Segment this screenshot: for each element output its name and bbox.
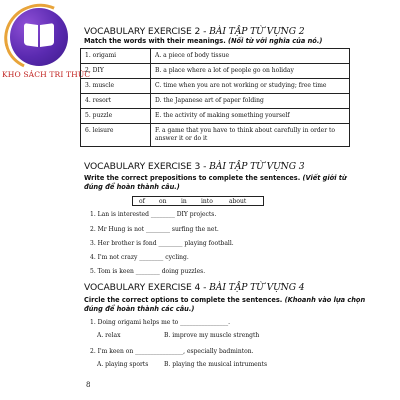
table-row: [81, 124, 350, 147]
matching-table: [80, 48, 350, 147]
preposition-word: into: [201, 198, 213, 205]
preposition-word: in: [181, 198, 187, 205]
ex3-instruction: [84, 174, 364, 192]
table-row: [81, 94, 350, 109]
preposition-word: about: [229, 198, 247, 205]
ex4-q2-option-b: B. playing the musical intruments: [164, 361, 268, 368]
table-row: [81, 79, 350, 94]
ex3-sentence-3: 3. Her brother is fond ________ playing football.: [90, 240, 234, 247]
ex2-instruction-en: Match the words with their meanings.: [84, 37, 228, 45]
ex3-title: [84, 161, 305, 172]
ex3-instruction-vi: (Viết giới từ đúng để hoàn thành câu.): [84, 174, 347, 191]
meaning-cell: D. the Japanese art of paper folding: [151, 94, 350, 109]
ex3-sentence-4: 4. I'm not crazy ________ cycling.: [90, 254, 189, 261]
ex2-instruction: [84, 37, 364, 46]
meaning-cell: B. a place where a lot of people go on holiday: [151, 64, 350, 79]
preposition-box: [132, 196, 264, 206]
word-cell: 4. resort: [81, 94, 151, 109]
ex4-title-en: VOCABULARY EXERCISE 4 -: [84, 282, 210, 293]
ex4-question-2: 2. I'm keen on ________________, especially badminton.: [90, 348, 254, 355]
ex3-sentence-1: 1. Lan is interested ________ DIY projects.: [90, 211, 217, 218]
table-row: [81, 64, 350, 79]
ex2-title-vi: BÀI TẬP TỪ VỰNG 2: [209, 26, 305, 37]
ex4-instruction: [84, 296, 366, 314]
word-cell: 3. muscle: [81, 79, 151, 94]
ex4-instruction-vi: (Khoanh vào lựa chọn đúng để hoàn thành các câu.): [84, 296, 366, 313]
meaning-cell: A. a piece of body tissue: [151, 49, 350, 64]
logo-text: KHO SÁCH TRI THỨC: [2, 70, 91, 79]
ex3-title-en: VOCABULARY EXERCISE 3 -: [84, 161, 210, 172]
ex4-q1-option-b: B. improve my muscle strength: [164, 332, 260, 339]
word-cell: 2. DIY: [81, 64, 151, 79]
ex4-instruction-en: Circle the correct options to complete the sentences.: [84, 296, 285, 304]
word-cell: 1. origami: [81, 49, 151, 64]
word-cell: 6. leisure: [81, 124, 151, 147]
page-number: 8: [86, 381, 91, 389]
meaning-cell: F. a game that you have to think about carefully in order to answer it or do it: [151, 124, 350, 147]
table-row: [81, 109, 350, 124]
book-icon: [24, 24, 54, 46]
ex3-title-vi: BÀI TẬP TỪ VỰNG 3: [209, 161, 305, 172]
ex3-instruction-en: Write the correct prepositions to complete the sentences.: [84, 174, 303, 182]
ex3-sentence-2: 2. Mr Hung is not ________ surfing the net.: [90, 226, 219, 233]
ex4-q2-option-a: A. playing sports: [97, 361, 149, 368]
ex4-q1-option-a: A. relax: [97, 332, 121, 339]
ex4-question-1: 1. Doing origami helps me to ________________.: [90, 319, 231, 326]
meaning-cell: C. time when you are not working or studying; free time: [151, 79, 350, 94]
meaning-cell: E. the activity of making something yourself: [151, 109, 350, 124]
preposition-word: of: [139, 198, 145, 205]
publisher-logo: [0, 8, 92, 88]
ex4-title: [84, 282, 305, 293]
ex2-title-en: VOCABULARY EXERCISE 2 -: [84, 26, 210, 37]
preposition-word: on: [159, 198, 167, 205]
ex2-title: [84, 26, 305, 37]
ex4-title-vi: BÀI TẬP TỪ VỰNG 4: [209, 282, 305, 293]
table-row: [81, 49, 350, 64]
ex2-instruction-vi: (Nối từ với nghĩa của nó.): [228, 37, 323, 45]
word-cell: 5. puzzle: [81, 109, 151, 124]
ex3-sentence-5: 5. Tom is keen ________ doing puzzles.: [90, 268, 206, 275]
